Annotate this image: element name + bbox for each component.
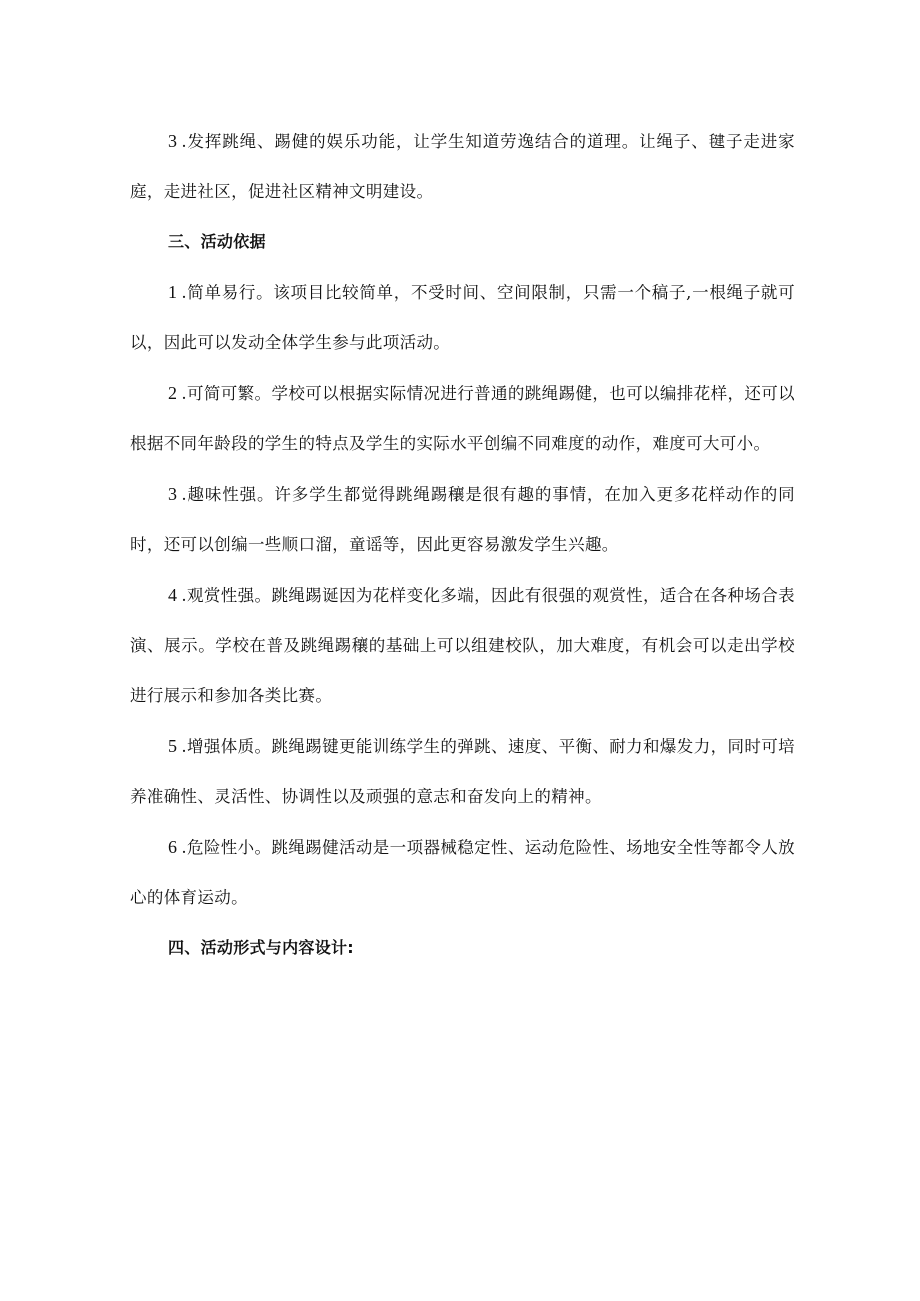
- paragraph-6-safety: [130, 822, 795, 923]
- paragraph-text: .可简可繁。学校可以根据实际情况进行普通的跳绳踢健，也可以编排花样，还可以根据不同年龄段的学生的特点及学生的实际水平创编不同难度的动作，难度可大可小。: [130, 384, 795, 453]
- section-heading-activity-design: 四、活动形式与内容设计:: [168, 938, 354, 957]
- paragraph-text: .观赏性强。跳绳踢诞因为花样变化多端，因此有很强的观赏性，适合在各种场合表演、展示。学校在普及跳绳踢穰的基础上可以组建校队，加大难度，有机会可以走出学校进行展示和参加各类比赛。: [130, 586, 795, 705]
- paragraph-5-fitness: [130, 721, 795, 822]
- item-number: 1: [168, 282, 178, 302]
- item-number: 5: [168, 736, 178, 756]
- document-body: [130, 116, 795, 973]
- item-number: 6: [168, 837, 178, 857]
- item-number: 3: [168, 484, 178, 504]
- paragraph-3-fun: [130, 469, 795, 570]
- section-heading-activity-basis: 三、活动依据: [168, 232, 266, 251]
- paragraph-text: .发挥跳绳、踢健的娱乐功能，让学生知道劳逸结合的道理。让绳子、毽子走进家庭，走进社区，促进社区精神文明建设。: [130, 132, 795, 201]
- item-number: 4: [168, 585, 178, 605]
- paragraph-text: .增强体质。跳绳踢键更能训练学生的弹跳、速度、平衡、耐力和爆发力，同时可培养准确性、灵活性、协调性以及顽强的意志和奋发向上的精神。: [130, 737, 795, 806]
- item-number: 2: [168, 383, 178, 403]
- paragraph-text: .简单易行。该项目比较简单，不受时间、空间限制，只需一个稿子,一根绳子就可以，因此可以发动全体学生参与此项活动。: [130, 283, 795, 352]
- paragraph-text: .危险性小。跳绳踢健活动是一项器械稳定性、运动危险性、场地安全性等都令人放心的体育运动。: [130, 838, 795, 907]
- paragraph-2-flexible: [130, 368, 795, 469]
- paragraph-text: .趣味性强。许多学生都觉得跳绳踢穰是很有趣的事情，在加入更多花样动作的同时，还可以创编一些顺口溜，童谣等，因此更容易激发学生兴趣。: [130, 485, 795, 554]
- paragraph-4-ornamental: [130, 570, 795, 721]
- paragraph-3-entertainment: [130, 116, 795, 217]
- item-number: 3: [168, 131, 178, 151]
- paragraph-1-simple: [130, 267, 795, 368]
